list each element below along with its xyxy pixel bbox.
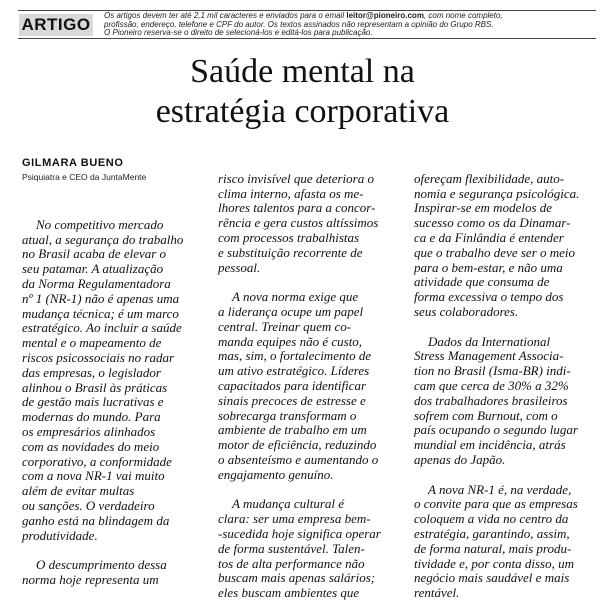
- paragraph-text: risco invisível que deteriora o clima interno, afasta os me- lhores talentos para a concor- rência e gera custos altíssimos com processos trabalhistas e substituição recorrente de pessoal.: [218, 170, 379, 275]
- author-role: Psiquiatra e CEO da JuntaMente: [22, 172, 147, 182]
- article-column-3: [414, 157, 594, 616]
- submission-policy-note: [104, 12, 596, 38]
- paragraph: [414, 172, 594, 320]
- section-label: ARTIGO: [19, 14, 93, 36]
- paragraph-text: O descumprimento dessa norma hoje representa um: [22, 557, 167, 587]
- paragraph-text: No competitivo mercado atual, a segurança do trabalho no Brasil acaba de elevar o seu patamar. A atualização da Norma Regulamentadora nº 1 (NR-1) não é apenas uma mudança técnica; é um marco estratégico. Ao incluir a saúde mental e o mapeamento de riscos psicossociais no radar das empresas, o legislador alinhou o Brasil às práticas de gestão mais lucrativas e modernas do mundo. Para os empresários alinhados com as novidades do meio corporativo, a conformidade com a nova NR-1 vai muito além de evitar multas ou sanções. O verdadeiro ganho está na blindagem da produtividade.: [22, 216, 184, 543]
- article-title: Saúde mental na estratégia corporativa: [155, 53, 450, 130]
- policy-email: leitor@pioneiro.com: [346, 11, 424, 20]
- paragraph-text: A mudança cultural é clara: ser uma empresa bem- -sucedida hoje significa operar de forma sustentável. Talen- tos de alta performance não buscam mais apenas salários; eles buscam ambientes que: [218, 496, 381, 601]
- paragraph: [218, 290, 390, 482]
- paragraph-text: A nova NR-1 é, na verdade, o convite para que as empresas coloquem a vida no centro da estratégia, garantindo, assim, de forma natural, mais produ- tividade e, por conta disso, um negócio mais saudável e mais rentável.: [414, 481, 578, 601]
- header-bar: [18, 10, 596, 39]
- paragraph: [218, 172, 390, 276]
- paragraph: [218, 497, 390, 601]
- paragraph-text: A nova norma exige que a liderança ocupe um papel central. Treinar quem co- manda equipes não é custo, mas, sim, o fortalecimento de um ativo estratégico. Líderes capacitados para identificar sinais precoces de estresse e sobrecarga transformam o ambiente de trabalho em um motor de eficiência, reduzindo o absenteísmo e aumentando o engajamento genuíno.: [218, 289, 379, 482]
- paragraph: [22, 218, 194, 544]
- paragraph: [414, 483, 594, 601]
- policy-text-start: Os artigos devem ter até 2,1 mil caracteres e enviados para o email: [104, 11, 347, 20]
- article-column-2: [218, 157, 390, 616]
- policy-text-end: , com nome completo, profissão, endereço, telefone e CPF do autor. Os textos assinados não representam a opinião do Grupo RBS. O Pioneiro reserva-se o direito de selecioná-los e editá-los para publicação.: [104, 11, 503, 38]
- paragraph-text: ofereçam flexibilidade, auto- nomia e segurança psicológica. Inspirar-se em modelos de sucesso como os da Dinamar- ca e da Finlândia é entender que o trabalho deve ser o meio para o bem-estar, e não uma atividade que consuma de forma excessiva o tempo dos seus colaboradores.: [414, 170, 580, 319]
- paragraph: [414, 335, 594, 468]
- article-column-1: [22, 203, 194, 603]
- author-name: GILMARA BUENO: [22, 157, 124, 169]
- paragraph-text: Dados da International Stress Management Associa- tion no Brasil (Isma-BR) indi- cam que cerca de 30% a 32% dos trabalhadores brasileiros sofrem com Burnout, com o país ocupando o segundo lugar mundial em incidência, atrás apenas do Japão.: [414, 333, 578, 467]
